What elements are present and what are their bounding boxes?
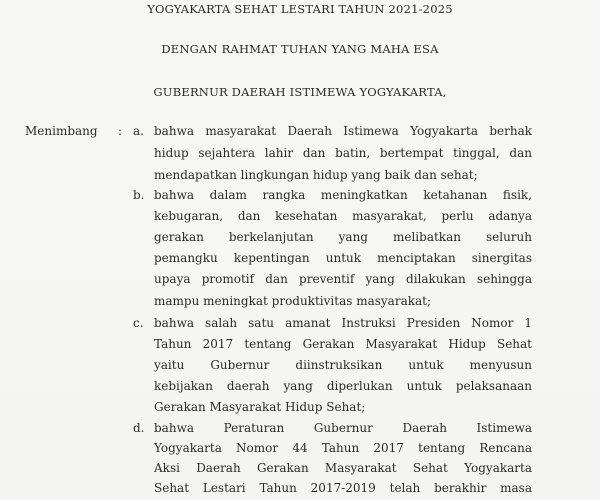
item-line: Yogyakarta Nomor 44 Tahun 2017 tentang Rencana xyxy=(154,441,532,455)
item-line: Tahun 2017 tentang Gerakan Masyarakat Hidup Sehat xyxy=(154,337,532,351)
item-line: upaya promotif dan preventif yang dilakukan sehingga xyxy=(154,272,532,286)
item-line: gerakan berkelanjutan yang melibatkan seluruh xyxy=(154,230,532,244)
item-line: Aksi Daerah Gerakan Masyarakat Sehat Yogyakarta xyxy=(154,461,532,475)
item-marker: b. xyxy=(133,188,145,202)
item-line: Gerakan Masyarakat Hidup Sehat; xyxy=(154,400,366,414)
item-line: bahwa Peraturan Gubernur Daerah Istimewa xyxy=(154,421,532,435)
item-marker: c. xyxy=(133,316,144,330)
item-line: pemangku kepentingan untuk menciptakan sinergitas xyxy=(154,251,532,265)
considering-separator: : xyxy=(118,124,123,138)
item-line: bahwa salah satu amanat Instruksi Presiden Nomor 1 xyxy=(154,316,532,330)
authority-heading: GUBERNUR DAERAH ISTIMEWA YOGYAKARTA, xyxy=(153,85,447,99)
regulation-title-line: YOGYAKARTA SEHAT LESTARI TAHUN 2021-2025 xyxy=(147,2,453,16)
item-line: yaitu Gubernur diinstruksikan untuk menyusun xyxy=(154,358,532,372)
considering-label: Menimbang xyxy=(25,124,98,138)
item-line: mampu meningkat produktivitas masyarakat; xyxy=(154,294,432,308)
item-marker: a. xyxy=(133,124,144,138)
item-marker: d. xyxy=(133,421,145,435)
item-line: kebugaran, dan kesehatan masyarakat, perlu adanya xyxy=(154,209,532,223)
item-line: bahwa masyarakat Daerah Istimewa Yogyakarta berhak xyxy=(154,124,532,138)
item-line: mendapatkan lingkungan hidup yang baik dan sehat; xyxy=(154,168,478,182)
blessing-heading: DENGAN RAHMAT TUHAN YANG MAHA ESA xyxy=(161,42,439,56)
item-line: Sehat Lestari Tahun 2017-2019 telah berakhir masa xyxy=(154,481,532,495)
item-line: kebijakan daerah yang diperlukan untuk pelaksanaan xyxy=(154,379,532,393)
item-line: hidup sejahtera lahir dan batin, bertempat tinggal, dan xyxy=(154,146,532,160)
item-line: bahwa dalam rangka meningkatkan ketahanan fisik, xyxy=(154,188,532,202)
